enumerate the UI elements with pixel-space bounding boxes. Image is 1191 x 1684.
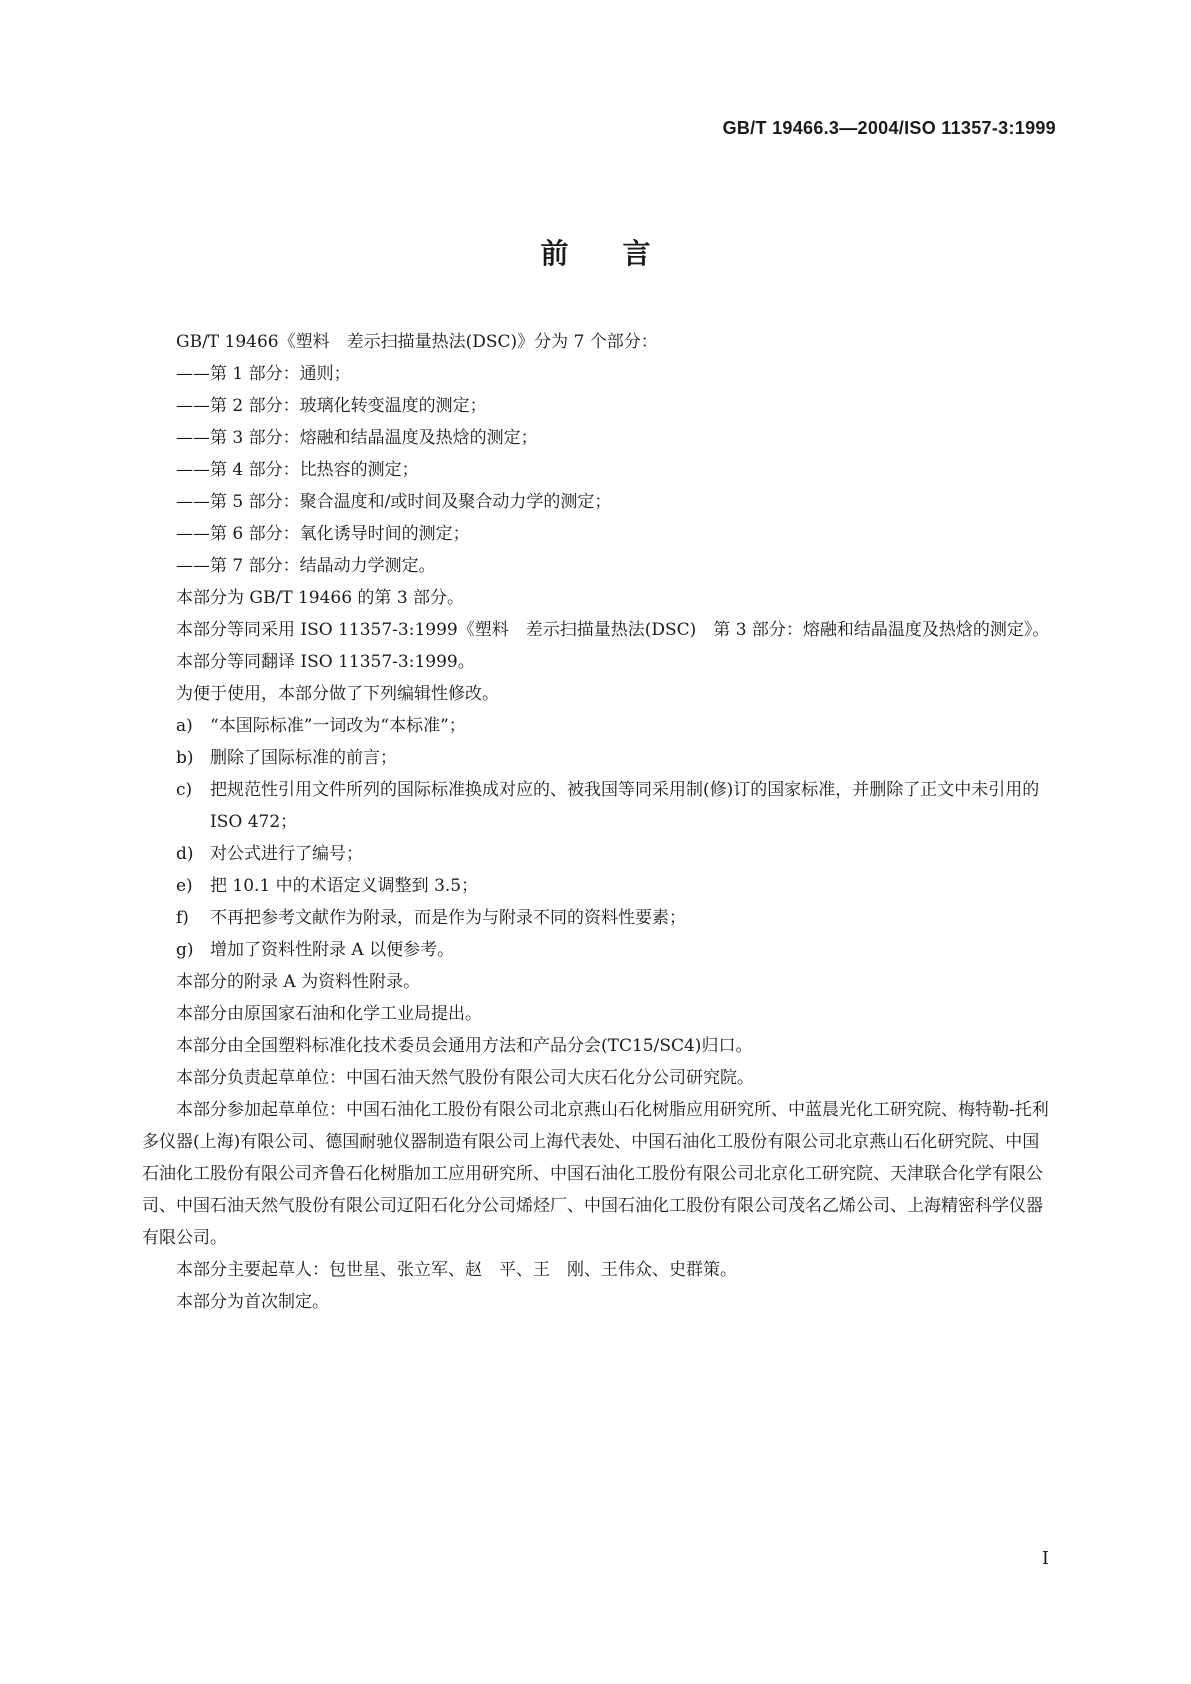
modification-item [142,902,1054,934]
paragraph: 本部分为 GB/T 19466 的第 3 部分。 [176,588,465,608]
paragraph: 本部分参加起草单位：中国石油化工股份有限公司北京燕山石化树脂应用研究所、中蓝晨光化工研究院、梅特勒-托利多仪器(上海)有限公司、德国耐驰仪器制造有限公司上海代表处、中国石油化工股份有限公司北京燕山石化研究院、中国石油化工股份有限公司齐鲁石化树脂加工应用研究所、中国石油化工股份有限公司北京化工研究院、天津联合化学有限公司、中国石油天然气股份有限公司辽阳石化分公司烯烃厂、中国石油化工股份有限公司茂名乙烯公司、上海精密科学仪器有限公司。 [142,1100,1049,1248]
paragraph: 本部分等同采用 ISO 11357-3:1999《塑料 差示扫描量热法(DSC) 第 3 部分：熔融和结晶温度及热焓的测定》。 [176,620,1050,640]
paragraph: 本部分由原国家石油和化学工业局提出。 [176,1004,482,1024]
modification-item [142,838,1054,870]
item-text: “本国际标准”一词改为“本标准”； [210,716,466,736]
paragraph: 本部分由全国塑料标准化技术委员会通用方法和产品分会(TC15/SC4)归口。 [176,1036,753,1056]
item-text: 把 10.1 中的术语定义调整到 3.5； [210,876,479,896]
part-item: ——第 1 部分：通则； [176,364,351,384]
part-item: ——第 5 部分：聚合温度和/或时间及聚合动力学的测定； [176,492,612,512]
item-label: d) [176,844,194,864]
paragraph: 本部分为首次制定。 [176,1292,329,1312]
standard-number: GB/T 19466.3—2004/ISO 11357-3:1999 [722,118,1056,138]
item-text: 不再把参考文献作为附录，而是作为与附录不同的资料性要素； [210,908,686,928]
modification-item [142,742,1054,774]
part-item: ——第 4 部分：比热容的测定； [176,460,419,480]
part-item: ——第 6 部分：氧化诱导时间的测定； [176,524,470,544]
page-number: I [1041,1548,1049,1569]
item-text: 把规范性引用文件所列的国际标准换成对应的、被我国等同采用制(修)订的国家标准，并删除了正文中未引用的 ISO 472； [210,780,1040,832]
part-item: ——第 2 部分：玻璃化转变温度的测定； [176,396,487,416]
paragraph: 为便于使用，本部分做了下列编辑性修改。 [176,684,499,704]
modification-item [142,774,1054,838]
modification-item [142,870,1054,902]
item-label: g) [176,940,194,960]
item-label: a) [176,716,193,736]
paragraph: 本部分的附录 A 为资料性附录。 [176,972,421,992]
item-label: f) [176,908,189,928]
page-title: 前言 [540,237,705,270]
item-text: 对公式进行了编号； [210,844,363,864]
document-body [142,326,1054,1318]
item-label: c) [176,780,193,800]
item-text: 删除了国际标准的前言； [210,748,397,768]
part-item: ——第 7 部分：结晶动力学测定。 [176,556,436,576]
paragraph: 本部分主要起草人：包世星、张立军、赵 平、王 刚、王伟众、史群策。 [176,1260,737,1280]
item-label: b) [176,748,194,768]
paragraph: 本部分等同翻译 ISO 11357-3:1999。 [176,652,475,672]
item-label: e) [176,876,193,896]
item-text: 增加了资料性附录 A 以便参考。 [210,940,455,960]
intro-paragraph: GB/T 19466《塑料 差示扫描量热法(DSC)》分为 7 个部分： [176,332,658,352]
modification-item [142,710,1054,742]
modification-item [142,934,1054,966]
part-item: ——第 3 部分：熔融和结晶温度及热焓的测定； [176,428,538,448]
paragraph: 本部分负责起草单位：中国石油天然气股份有限公司大庆石化分公司研究院。 [176,1068,754,1088]
